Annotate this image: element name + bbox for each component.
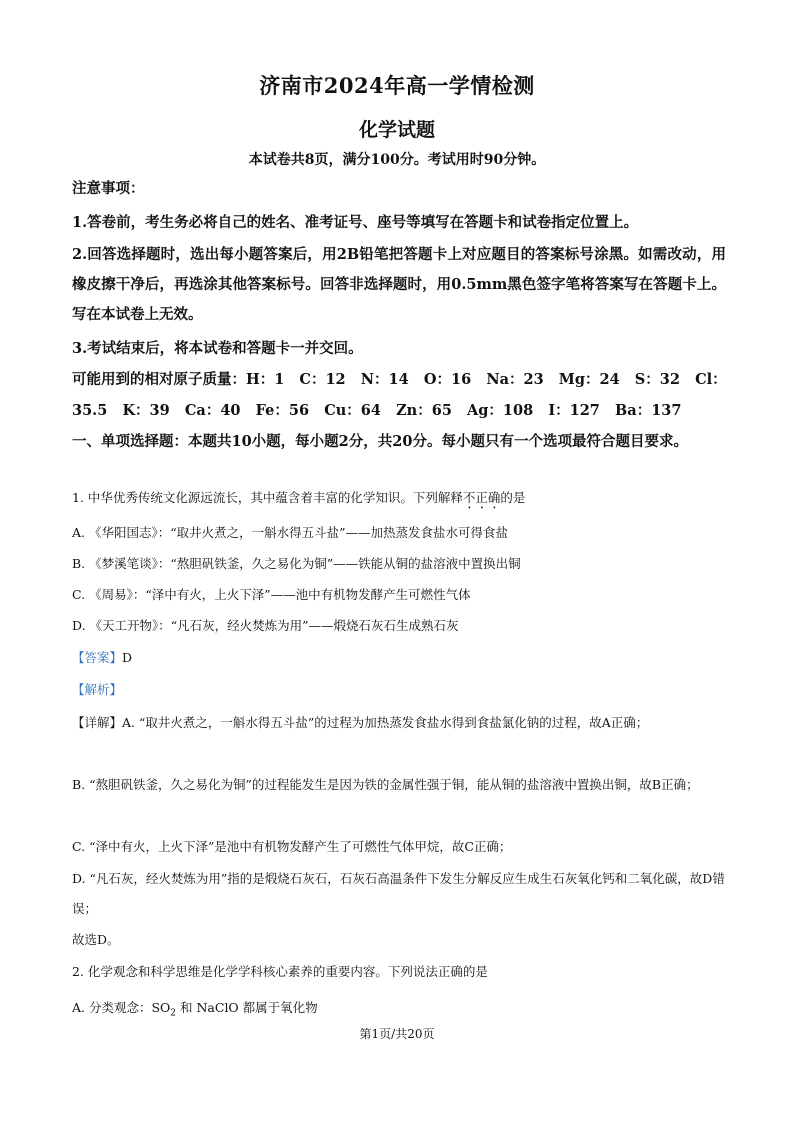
q1-detail-d: D. “凡石灰，经火焚炼为用”指的是煅烧石灰石，石灰石高温条件下发生分解反应生成生石灰氧化钙和二氧化碳，故D错误； [72,871,725,916]
subject-title: 化学试题 [358,119,435,141]
detail-label: 【详解】 [72,715,123,730]
q2-opt-a-mid: 和 [176,1000,197,1015]
answer-label: 【答案】 [72,650,123,665]
naclo-formula: NaClO [196,1000,239,1015]
q1-stem-suffix: 的是 [500,490,526,505]
answer-value: D [122,650,133,665]
so2-formula: SO [151,1000,171,1015]
exam-title: 济南市2024年高一学情检测 [259,73,535,98]
q2-option-a [72,993,726,1029]
q2-opt-a-suffix: 都属于氧化物 [238,1000,318,1015]
detail-a-text: A. “取井火煮之，一斛水得五斗盐”的过程为加热蒸发食盐水得到食盐氯化钠的过程，故A正确； [122,715,649,730]
atomic-mass-line-1: 可能用到的相对原子质量：H：1 C：12 N：14 O：16 Na：23 Mg：24 S：32 Cl： [72,371,727,388]
q1-option-c: C. 《周易》：“泽中有火，上火下泽”——池中有机物发酵产生可燃性气体 [72,587,471,602]
q1-detail-a [72,708,726,738]
q1-detail-b: B. “熬胆矾铁釜，久之易化为铜”的过程能发生是因为铁的金属性强于铜，能从铜的盐溶液中置换出铜，故B正确； [72,777,699,792]
atomic-mass-line-2: 35.5 K：39 Ca：40 Fe：56 Cu：64 Zn：65 Ag：108 I：127 Ba：137 [72,402,682,419]
q1-option-d: D. 《天工开物》：“凡石灰，经火焚炼为用”——煅烧石灰石生成熟石灰 [72,618,459,633]
analysis-label: 【解析】 [72,682,123,697]
q1-option-a: A. 《华阳国志》：“取井火煮之，一斛水得五斗盐”——加热蒸发食盐水可得食盐 [72,525,509,540]
q1-stem-prefix: 1. 中华优秀传统文化源远流长，其中蕴含着丰富的化学知识。下列解释 [72,490,463,505]
q2-opt-a-prefix: A. 分类观念： [72,1000,152,1015]
q1-answer [72,643,726,673]
q1-conclusion: 故选D。 [72,932,120,947]
exam-info: 本试卷共8页，满分100分。考试用时90分钟。 [248,152,546,168]
question-2-stem: 2. 化学观念和科学思维是化学学科核心素养的重要内容。下列说法正确的是 [72,964,488,979]
note-item-3: 3.考试结束后，将本试卷和答题卡一并交回。 [72,340,363,357]
q1-detail-c: C. “泽中有火，上火下泽”是池中有机物发酵产生了可燃性气体甲烷，故C正确； [72,839,512,854]
note-item-2: 2.回答选择题时，选出每小题答案后，用2B铅笔把答题卡上对应题目的答案标号涂黑。如需改动，用橡皮擦干净后，再选涂其他答案标号。回答非选择题时，用0.5mm黑色签字笔将答案写在答题卡上。写在本试卷上无效。 [72,246,726,323]
q1-option-b: B. 《梦溪笔谈》：“熬胆矾铁釜，久之易化为铜”——铁能从铜的盐溶液中置换出铜 [72,556,521,571]
note-item-1: 1.答卷前，考生务必将自己的姓名、准考证号、座号等填写在答题卡和试卷指定位置上。 [72,214,639,231]
notes-heading: 注意事项： [72,180,145,197]
page-footer: 第1页/共20页 [359,1027,435,1041]
so2-subscript: 2 [170,1008,177,1019]
q1-stem-emphasis: 不正确 [462,490,501,505]
section-1-heading: 一、单项选择题：本题共10小题，每小题2分，共20分。每小题只有一个选项最符合题目要求。 [72,433,688,450]
question-1-stem [72,483,726,513]
